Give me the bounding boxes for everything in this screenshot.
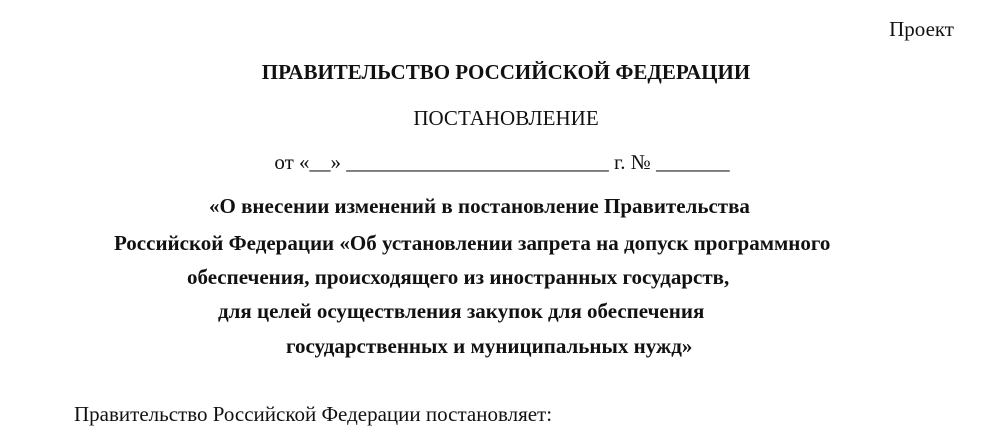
date-number-line: от «__» _________________________ г. № _______	[274, 150, 730, 174]
document-type: ПОСТАНОВЛЕНИЕ	[413, 106, 599, 130]
subject-line: для целей осуществления закупок для обеспечения	[218, 299, 705, 323]
subject-line: государственных и муниципальных нужд»	[286, 334, 693, 358]
subject-line: Российской Федерации «Об установлении запрета на допуск программного	[114, 231, 831, 255]
body-paragraph: Правительство Российской Федерации постановляет:	[74, 402, 553, 426]
government-title: ПРАВИТЕЛЬСТВО РОССИЙСКОЙ ФЕДЕРАЦИИ	[261, 60, 751, 84]
subject-line: обеспечения, происходящего из иностранных государств,	[187, 265, 730, 289]
draft-label: Проект	[889, 17, 954, 41]
subject-line: «О внесении изменений в постановление Правительства	[209, 194, 750, 218]
